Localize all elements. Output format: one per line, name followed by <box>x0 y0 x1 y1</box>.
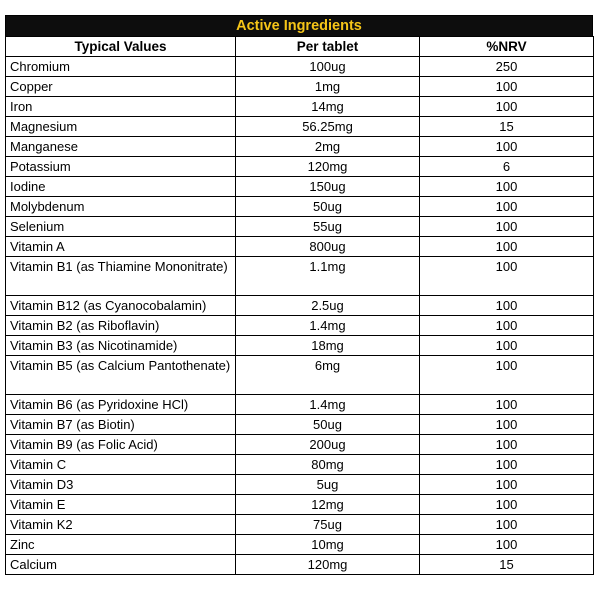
per-tablet-cell: 1.4mg <box>236 395 420 415</box>
table-row <box>6 535 594 555</box>
per-tablet-cell: 55ug <box>236 217 420 237</box>
ingredient-name-cell: Potassium <box>6 157 236 177</box>
per-tablet-cell: 50ug <box>236 415 420 435</box>
ingredient-name-cell: Vitamin K2 <box>6 515 236 535</box>
table-row <box>6 157 594 177</box>
ingredient-name-cell: Iodine <box>6 177 236 197</box>
nrv-cell: 100 <box>420 217 594 237</box>
per-tablet-cell: 50ug <box>236 197 420 217</box>
nrv-cell: 6 <box>420 157 594 177</box>
table-header <box>6 37 594 57</box>
ingredient-name-cell: Vitamin B1 (as Thiamine Mononitrate) <box>6 257 236 296</box>
ingredient-name-cell: Vitamin D3 <box>6 475 236 495</box>
per-tablet-cell: 80mg <box>236 455 420 475</box>
nrv-cell: 100 <box>420 455 594 475</box>
per-tablet-cell: 10mg <box>236 535 420 555</box>
nrv-cell: 15 <box>420 117 594 137</box>
table-row <box>6 257 594 296</box>
table-row <box>6 197 594 217</box>
ingredient-name-cell: Manganese <box>6 137 236 157</box>
table-row <box>6 77 594 97</box>
ingredient-name-cell: Vitamin B7 (as Biotin) <box>6 415 236 435</box>
nrv-cell: 100 <box>420 137 594 157</box>
per-tablet-cell: 200ug <box>236 435 420 455</box>
per-tablet-cell: 100ug <box>236 57 420 77</box>
ingredients-panel <box>5 15 593 575</box>
table-row <box>6 316 594 336</box>
ingredient-name-cell: Calcium <box>6 555 236 575</box>
nrv-cell: 100 <box>420 97 594 117</box>
header-row <box>6 37 594 57</box>
per-tablet-cell: 2.5ug <box>236 296 420 316</box>
table-row <box>6 495 594 515</box>
nrv-cell: 100 <box>420 197 594 217</box>
per-tablet-cell: 56.25mg <box>236 117 420 137</box>
ingredient-name-cell: Molybdenum <box>6 197 236 217</box>
table-row <box>6 237 594 257</box>
per-tablet-cell: 75ug <box>236 515 420 535</box>
table-row <box>6 177 594 197</box>
per-tablet-cell: 1mg <box>236 77 420 97</box>
ingredients-table <box>5 36 594 575</box>
table-row <box>6 356 594 395</box>
nrv-cell: 100 <box>420 77 594 97</box>
nrv-cell: 100 <box>420 296 594 316</box>
ingredient-name-cell: Vitamin B12 (as Cyanocobalamin) <box>6 296 236 316</box>
per-tablet-cell: 800ug <box>236 237 420 257</box>
per-tablet-cell: 5ug <box>236 475 420 495</box>
table-row <box>6 435 594 455</box>
table-row <box>6 455 594 475</box>
nrv-cell: 100 <box>420 177 594 197</box>
nrv-cell: 100 <box>420 237 594 257</box>
ingredient-name-cell: Vitamin A <box>6 237 236 257</box>
ingredient-name-cell: Chromium <box>6 57 236 77</box>
table-row <box>6 336 594 356</box>
ingredient-name-cell: Vitamin B9 (as Folic Acid) <box>6 435 236 455</box>
nrv-cell: 250 <box>420 57 594 77</box>
nrv-cell: 100 <box>420 415 594 435</box>
ingredient-name-cell: Vitamin B6 (as Pyridoxine HCl) <box>6 395 236 415</box>
per-tablet-cell: 18mg <box>236 336 420 356</box>
table-row <box>6 395 594 415</box>
nrv-cell: 100 <box>420 316 594 336</box>
nrv-cell: 100 <box>420 336 594 356</box>
per-tablet-cell: 150ug <box>236 177 420 197</box>
nrv-cell: 100 <box>420 356 594 395</box>
table-row <box>6 57 594 77</box>
nrv-cell: 100 <box>420 515 594 535</box>
table-row <box>6 415 594 435</box>
table-row <box>6 137 594 157</box>
table-body <box>6 57 594 575</box>
table-row <box>6 475 594 495</box>
ingredient-name-cell: Vitamin B2 (as Riboflavin) <box>6 316 236 336</box>
nrv-cell: 100 <box>420 435 594 455</box>
per-tablet-cell: 120mg <box>236 555 420 575</box>
nrv-cell: 100 <box>420 535 594 555</box>
per-tablet-cell: 1.1mg <box>236 257 420 296</box>
column-header-per-tablet: Per tablet <box>236 37 420 57</box>
table-row <box>6 117 594 137</box>
ingredient-name-cell: Iron <box>6 97 236 117</box>
per-tablet-cell: 1.4mg <box>236 316 420 336</box>
nrv-cell: 100 <box>420 495 594 515</box>
table-row <box>6 555 594 575</box>
per-tablet-cell: 6mg <box>236 356 420 395</box>
nrv-cell: 100 <box>420 257 594 296</box>
table-row <box>6 296 594 316</box>
nrv-cell: 15 <box>420 555 594 575</box>
per-tablet-cell: 12mg <box>236 495 420 515</box>
per-tablet-cell: 2mg <box>236 137 420 157</box>
ingredient-name-cell: Vitamin B5 (as Calcium Pantothenate) <box>6 356 236 395</box>
column-header-typical-values: Typical Values <box>6 37 236 57</box>
column-header-nrv: %NRV <box>420 37 594 57</box>
table-row <box>6 217 594 237</box>
ingredient-name-cell: Vitamin E <box>6 495 236 515</box>
ingredient-name-cell: Vitamin C <box>6 455 236 475</box>
table-row <box>6 515 594 535</box>
ingredient-name-cell: Zinc <box>6 535 236 555</box>
ingredient-name-cell: Selenium <box>6 217 236 237</box>
ingredient-name-cell: Magnesium <box>6 117 236 137</box>
nrv-cell: 100 <box>420 475 594 495</box>
table-title: Active Ingredients <box>5 15 593 36</box>
per-tablet-cell: 120mg <box>236 157 420 177</box>
nrv-cell: 100 <box>420 395 594 415</box>
table-row <box>6 97 594 117</box>
ingredient-name-cell: Vitamin B3 (as Nicotinamide) <box>6 336 236 356</box>
ingredient-name-cell: Copper <box>6 77 236 97</box>
per-tablet-cell: 14mg <box>236 97 420 117</box>
